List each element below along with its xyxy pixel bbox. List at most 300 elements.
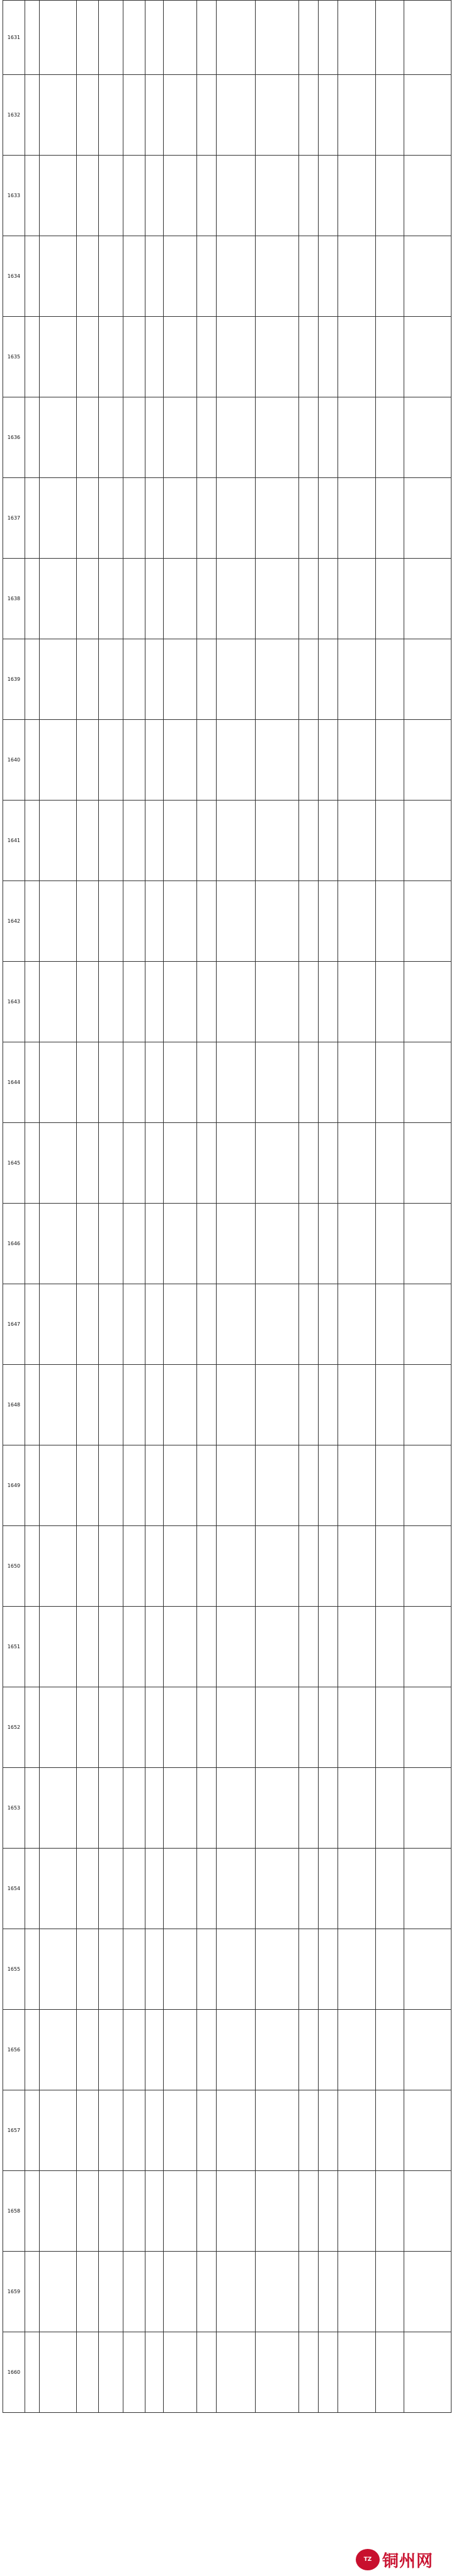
table-cell [299,1768,319,1849]
table-cell [197,75,217,156]
row-code-cell: 1646 [3,1204,25,1284]
table-cell [123,2332,145,2413]
table-cell [404,1526,451,1607]
row-code-cell: 1647 [3,1284,25,1365]
table-cell [197,397,217,478]
table-cell [299,1687,319,1768]
table-cell [163,156,196,236]
table-cell [77,2010,99,2090]
table-cell [197,1204,217,1284]
table-cell [145,1687,163,1768]
table-cell [25,2010,39,2090]
table-cell [404,1929,451,2010]
table-cell [338,397,376,478]
table-cell [299,1607,319,1687]
table-cell [123,1042,145,1123]
table-cell [255,720,299,801]
table-cell [299,236,319,317]
table-cell [39,156,77,236]
table-cell [77,1365,99,1445]
table-cell [77,1123,99,1204]
table-cell [319,1849,338,1929]
table-cell [404,1849,451,1929]
row-code-cell: 1656 [3,2010,25,2090]
table-cell [299,156,319,236]
table-cell [163,75,196,156]
table-cell [25,236,39,317]
table-cell [375,317,404,397]
table-cell [163,478,196,559]
table-row [3,1768,451,1849]
table-cell [319,1929,338,2010]
table-cell [197,2171,217,2252]
table-cell [39,962,77,1042]
table-row [3,2171,451,2252]
table-cell [319,478,338,559]
table-cell [255,2332,299,2413]
table-cell [99,2171,123,2252]
table-cell [338,1123,376,1204]
table-cell [299,2010,319,2090]
table-cell [99,559,123,639]
table-cell [216,559,255,639]
table-cell [145,1,163,75]
table-cell [163,962,196,1042]
row-code-cell: 1641 [3,801,25,881]
row-code-cell: 1637 [3,478,25,559]
table-cell [319,236,338,317]
table-cell [216,1284,255,1365]
row-code-cell: 1633 [3,156,25,236]
table-cell [145,2171,163,2252]
table-cell [216,2171,255,2252]
table-cell [99,2010,123,2090]
table-cell [145,559,163,639]
table-cell [216,801,255,881]
table-cell [163,2332,196,2413]
table-cell [99,720,123,801]
table-row [3,2090,451,2171]
table-cell [255,156,299,236]
table-cell [375,2332,404,2413]
table-row [3,1042,451,1123]
table-cell [338,639,376,720]
table-row [3,397,451,478]
table-cell [123,1,145,75]
table-cell [216,1445,255,1526]
table-cell [25,1284,39,1365]
table-cell [255,2252,299,2332]
table-cell [404,639,451,720]
table-cell [39,1687,77,1768]
table-cell [255,2010,299,2090]
table-cell [123,1123,145,1204]
table-cell [319,962,338,1042]
table-cell [123,2090,145,2171]
table-cell [299,2332,319,2413]
table-cell [338,1204,376,1284]
table-cell [25,1687,39,1768]
table-cell [25,2252,39,2332]
row-code-cell: 1653 [3,1768,25,1849]
table-cell [39,1849,77,1929]
table-row [3,2010,451,2090]
row-code-cell: 1648 [3,1365,25,1445]
table-cell [163,1,196,75]
table-cell [163,1284,196,1365]
table-cell [216,236,255,317]
table-cell [375,720,404,801]
table-cell [255,1365,299,1445]
site-watermark [356,2547,450,2572]
table-cell [39,2090,77,2171]
table-cell [319,397,338,478]
table-row [3,1,451,75]
row-code-cell: 1649 [3,1445,25,1526]
table-cell [404,2090,451,2171]
table-cell [145,2252,163,2332]
table-cell [163,317,196,397]
table-cell [25,478,39,559]
table-cell [77,1849,99,1929]
table-cell [299,1526,319,1607]
table-cell [197,1284,217,1365]
table-cell [299,1123,319,1204]
table-cell [25,2332,39,2413]
table-cell [25,2090,39,2171]
table-cell [255,881,299,962]
table-cell [163,1526,196,1607]
row-code-cell: 1652 [3,1687,25,1768]
table-cell [123,1365,145,1445]
table-cell [375,75,404,156]
table-cell [145,1365,163,1445]
table-cell [338,1768,376,1849]
table-cell [77,1042,99,1123]
table-cell [163,1929,196,2010]
table-cell [375,1284,404,1365]
table-cell [145,881,163,962]
table-cell [39,801,77,881]
table-cell [123,1849,145,1929]
table-cell [255,1123,299,1204]
table-cell [299,1284,319,1365]
table-cell [77,801,99,881]
table-cell [299,75,319,156]
table-cell [375,1687,404,1768]
table-cell [123,317,145,397]
table-cell [77,236,99,317]
table-cell [299,881,319,962]
table-cell [99,1123,123,1204]
table-row [3,1849,451,1929]
table-cell [216,1687,255,1768]
table-cell [255,1849,299,1929]
table-row [3,881,451,962]
table-cell [255,801,299,881]
table-cell [145,317,163,397]
table-cell [39,1768,77,1849]
table-cell [77,317,99,397]
table-cell [25,801,39,881]
table-row [3,720,451,801]
table-cell [163,2010,196,2090]
table-cell [145,1204,163,1284]
table-cell [145,236,163,317]
table-cell [299,317,319,397]
table-cell [99,1365,123,1445]
table-cell [299,639,319,720]
table-cell [163,639,196,720]
table-cell [39,1445,77,1526]
table-cell [216,1849,255,1929]
table-cell [375,236,404,317]
table-cell [39,639,77,720]
table-cell [39,1365,77,1445]
table-cell [39,2010,77,2090]
table-cell [404,1284,451,1365]
table-cell [77,1768,99,1849]
table-cell [99,1445,123,1526]
table-cell [255,317,299,397]
table-cell [197,720,217,801]
table-cell [25,1365,39,1445]
table-cell [145,2332,163,2413]
table-cell [39,236,77,317]
table-cell [216,317,255,397]
table-cell [123,397,145,478]
table-cell [255,1526,299,1607]
table-cell [163,1768,196,1849]
table-cell [145,397,163,478]
table-cell [39,1929,77,2010]
table-cell [338,1365,376,1445]
table-cell [39,478,77,559]
table-cell [404,75,451,156]
table-cell [39,1042,77,1123]
table-cell [299,720,319,801]
table-cell [99,2332,123,2413]
table-cell [404,1204,451,1284]
table-cell [338,1687,376,1768]
table-cell [197,1,217,75]
table-cell [145,2010,163,2090]
table-cell [338,801,376,881]
row-code-cell: 1658 [3,2171,25,2252]
table-cell [299,478,319,559]
table-cell [338,1,376,75]
table-cell [319,2252,338,2332]
table-cell [123,75,145,156]
table-cell [163,2090,196,2171]
table-cell [77,75,99,156]
row-code-cell: 1655 [3,1929,25,2010]
table-cell [25,1,39,75]
table-cell [99,962,123,1042]
table-cell [197,1929,217,2010]
table-cell [77,559,99,639]
table-cell [216,75,255,156]
table-cell [319,1284,338,1365]
table-cell [375,1607,404,1687]
table-cell [319,2332,338,2413]
table-cell [375,2252,404,2332]
table-cell [39,881,77,962]
table-cell [123,478,145,559]
table-cell [163,2252,196,2332]
table-cell [25,75,39,156]
table-cell [319,317,338,397]
table-cell [216,1929,255,2010]
table-cell [255,236,299,317]
table-cell [319,1768,338,1849]
table-cell [299,2171,319,2252]
table-cell [216,2090,255,2171]
table-cell [319,1607,338,1687]
table-cell [216,478,255,559]
table-cell [255,397,299,478]
table-cell [319,720,338,801]
table-cell [319,1042,338,1123]
table-cell [123,1284,145,1365]
table-cell [39,1526,77,1607]
table-cell [197,1042,217,1123]
table-cell [123,1687,145,1768]
table-cell [99,1042,123,1123]
table-cell [145,1607,163,1687]
table-cell [25,559,39,639]
table-cell [338,1284,376,1365]
table-cell [319,1687,338,1768]
table-cell [197,559,217,639]
table-cell [25,1204,39,1284]
table-cell [99,478,123,559]
table-cell [197,1768,217,1849]
table-cell [255,639,299,720]
table-cell [123,720,145,801]
row-code-cell: 1632 [3,75,25,156]
table-row [3,2332,451,2413]
table-cell [163,1607,196,1687]
table-cell [338,1526,376,1607]
table-cell [99,156,123,236]
table-cell [123,881,145,962]
table-cell [25,639,39,720]
table-cell [404,2010,451,2090]
table-cell [255,478,299,559]
table-cell [77,1445,99,1526]
table-cell [216,2252,255,2332]
table-cell [163,397,196,478]
table-cell [216,2010,255,2090]
table-cell [338,1042,376,1123]
table-cell [338,962,376,1042]
table-cell [299,1849,319,1929]
table-cell [404,1687,451,1768]
table-cell [145,1849,163,1929]
table-cell [197,639,217,720]
table-cell [99,2090,123,2171]
table-cell [375,1445,404,1526]
table-cell [404,559,451,639]
table-cell [216,397,255,478]
row-code-cell: 1639 [3,639,25,720]
table-cell [25,1849,39,1929]
table-cell [319,1526,338,1607]
table-row [3,1284,451,1365]
table-cell [123,801,145,881]
table-row [3,801,451,881]
table-cell [375,881,404,962]
table-cell [197,1607,217,1687]
table-cell [99,1204,123,1284]
table-cell [216,1607,255,1687]
table-cell [255,2090,299,2171]
table-cell [99,1284,123,1365]
table-cell [375,1526,404,1607]
table-cell [404,1,451,75]
table-row [3,1929,451,2010]
table-row [3,1123,451,1204]
table-cell [77,2332,99,2413]
table-cell [25,397,39,478]
table-row [3,962,451,1042]
table-cell [404,962,451,1042]
table-cell [25,156,39,236]
table-cell [299,397,319,478]
table-cell [338,317,376,397]
table-cell [25,720,39,801]
table-cell [163,1849,196,1929]
table-cell [99,2252,123,2332]
table-cell [216,1365,255,1445]
table-cell [338,2252,376,2332]
table-cell [375,1849,404,1929]
table-row [3,1607,451,1687]
table-cell [338,720,376,801]
table-cell [255,1,299,75]
table-cell [255,1768,299,1849]
table-cell [338,881,376,962]
table-cell [255,1445,299,1526]
table-cell [197,1849,217,1929]
table-cell [163,1445,196,1526]
table-cell [25,1768,39,1849]
table-cell [375,559,404,639]
table-cell [39,2171,77,2252]
table-cell [319,801,338,881]
table-row [3,75,451,156]
table-cell [338,2010,376,2090]
table-cell [319,1,338,75]
table-cell [255,75,299,156]
table-row [3,1204,451,1284]
table-cell [299,2090,319,2171]
table-cell [145,720,163,801]
table-cell [404,2252,451,2332]
table-cell [319,156,338,236]
table-cell [99,1768,123,1849]
table-cell [25,317,39,397]
table-cell [39,1,77,75]
table-cell [197,2090,217,2171]
table-cell [216,1042,255,1123]
table-cell [338,1849,376,1929]
table-cell [197,801,217,881]
table-row [3,2252,451,2332]
table-cell [145,1929,163,2010]
table-cell [145,1284,163,1365]
